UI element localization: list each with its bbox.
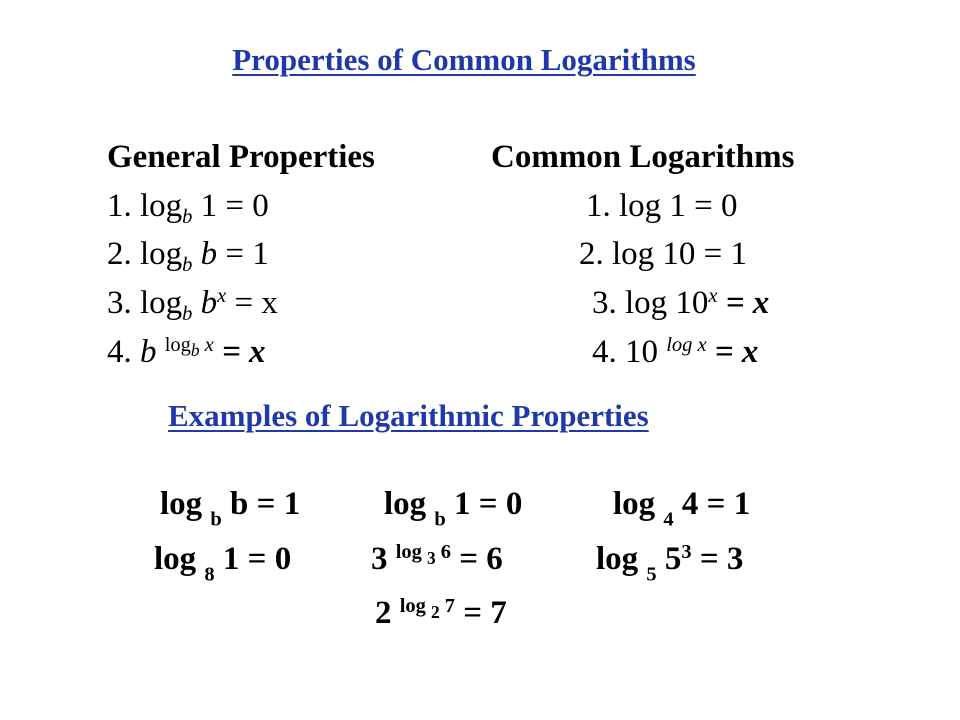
example-3: log $_4$ 4 = 1	[613, 486, 751, 531]
common-property-2: 2. log 10 = 1	[579, 236, 748, 272]
page-title: Properties of Common Logarithms	[232, 42, 696, 77]
example-6: log $_5$ $5^3 = 3$	[596, 540, 744, 586]
common-property-3: 3. log 10$^x$ = x	[592, 284, 770, 321]
common-logarithms-header: Common Logarithms	[491, 139, 795, 175]
example-5: 3 $^{log _3 6}$ = 6	[371, 540, 503, 577]
examples-title: Examples of Logarithmic Properties	[168, 398, 649, 433]
common-property-1: 1. log 1 = 0	[586, 188, 738, 224]
example-1: log $_b$ b = 1	[160, 486, 301, 531]
common-property-4: 4. 10 $^{log x}$ = x	[592, 333, 759, 370]
example-7: 2 $^{log _2 7}$ = 7	[375, 594, 507, 631]
example-2: log $_b$ 1 = 0	[384, 486, 523, 531]
example-4: log $_8$ 1 = 0	[154, 541, 292, 586]
general-property-1: 1. $\log_b 1 = 0$	[107, 188, 269, 229]
general-properties-header: General Properties	[107, 139, 375, 175]
general-property-2: 2. $\log_b b = 1$	[107, 236, 269, 277]
general-property-3: 3. $\log_b b^x = x$	[107, 284, 278, 326]
general-property-4: 4. b $^{log_b x}$ = x	[107, 333, 266, 370]
